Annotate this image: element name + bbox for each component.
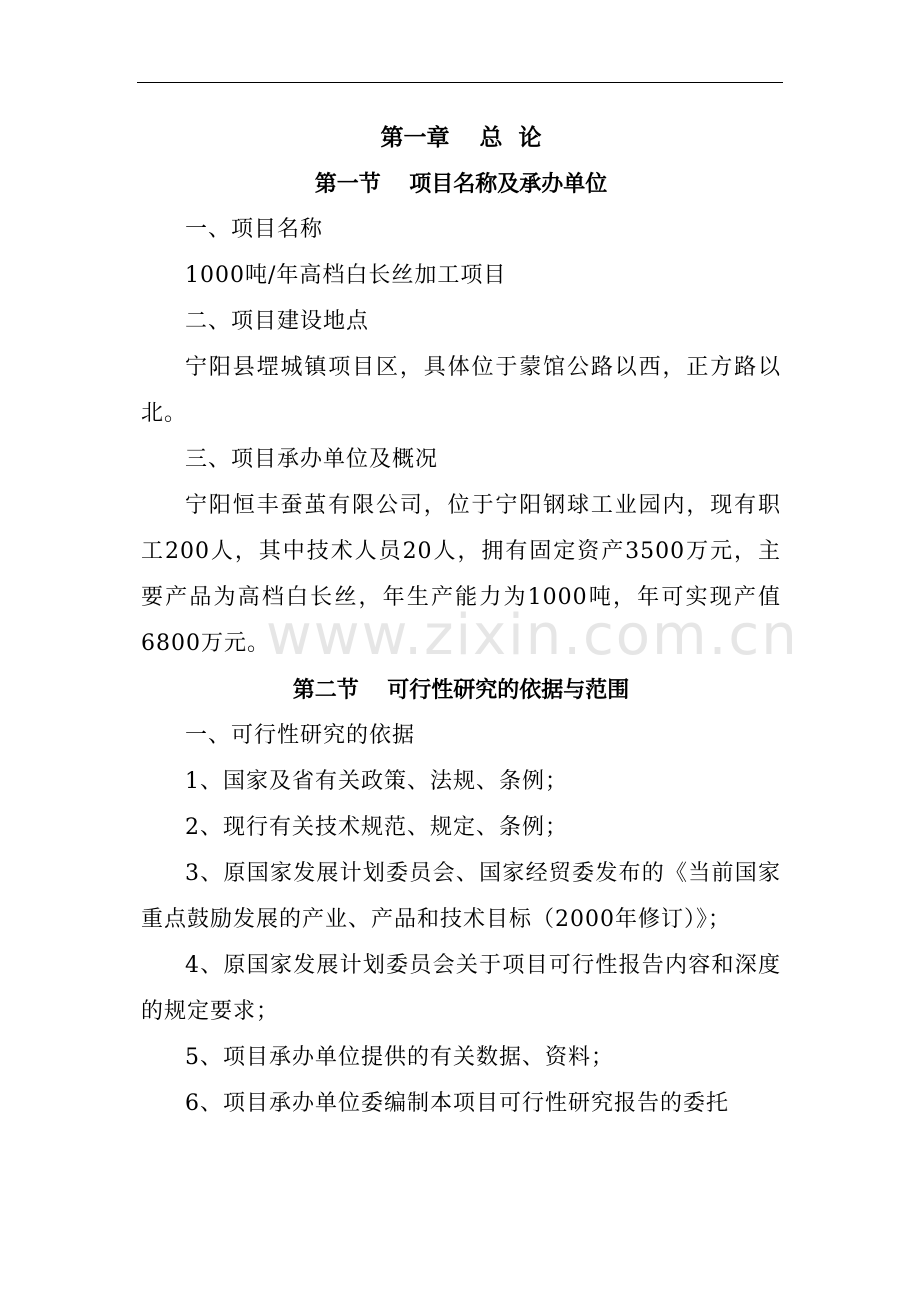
section-number: 第一节 [314, 171, 381, 197]
subheading: 二、项目建设地点 [185, 309, 370, 334]
list-item: 4、原国家发展计划委员会关于项目可行性报告内容和深度的规定要求； [141, 953, 781, 1024]
list-item: 2、现行有关技术规范、规定、条例； [185, 815, 568, 840]
watermark: www.zixin.com.cn [266, 603, 799, 668]
section-title: 可行性研究的依据与范围 [387, 677, 630, 703]
subheading: 三、项目承办单位及概况 [185, 447, 439, 472]
subheading: 一、可行性研究的依据 [185, 723, 416, 748]
section-heading [141, 667, 781, 713]
list-item: 5、项目承办单位提供的有关数据、资料； [185, 1045, 614, 1070]
header-rule [137, 82, 783, 83]
paragraph: 宁阳恒丰蚕茧有限公司，位于宁阳钢球工业园内，现有职工200人，其中技术人员20人，拥有固定资产3500万元，主要产品为高档白长丝，年生产能力为1000吨，年可实现产值6800万元。 [141, 493, 781, 656]
list-item: 6、项目承办单位委编制本项目可行性研究报告的委托 [185, 1091, 729, 1116]
chapter-title: 总 论 [479, 124, 542, 151]
paragraph: 宁阳县堽城镇项目区，具体位于蒙馆公路以西，正方路以北。 [141, 355, 781, 426]
paragraph: 1000吨/年高档白长丝加工项目 [185, 263, 507, 288]
chapter-number: 第一章 [380, 124, 450, 151]
section-heading [141, 161, 781, 207]
document-body [141, 115, 781, 1127]
list-item: 1、国家及省有关政策、法规、条例； [185, 769, 568, 794]
subheading: 一、项目名称 [185, 217, 324, 242]
section-number: 第二节 [292, 677, 359, 703]
section-title: 项目名称及承办单位 [409, 171, 608, 197]
chapter-heading [141, 115, 781, 161]
list-item: 3、原国家发展计划委员会、国家经贸委发布的《当前国家重点鼓励发展的产业、产品和技术目标（2000年修订）》； [141, 861, 781, 932]
